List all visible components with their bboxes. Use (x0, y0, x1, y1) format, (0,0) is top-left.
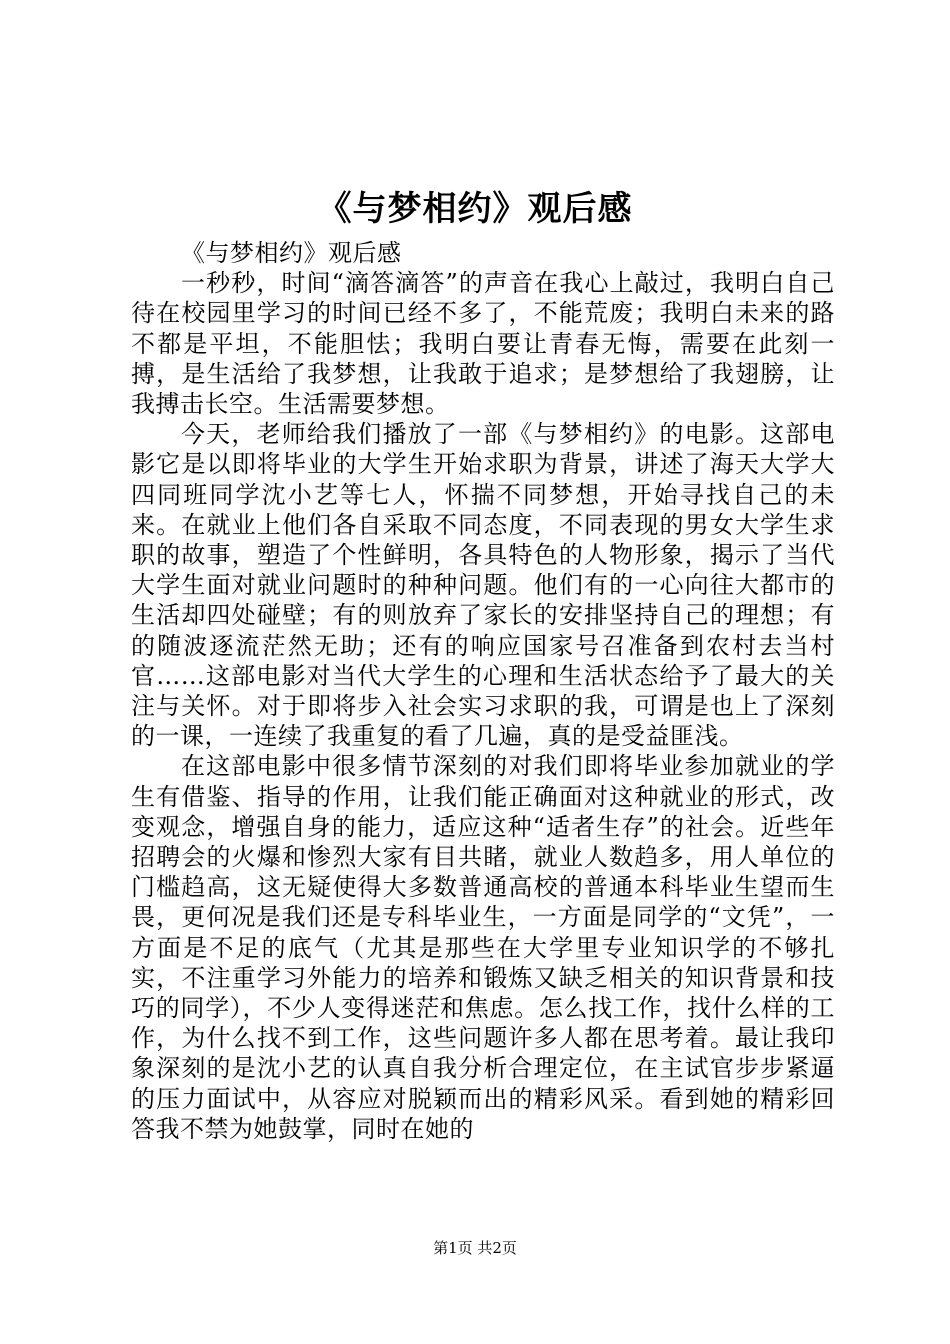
document-body (131, 238, 835, 1144)
page-title: 《与梦相约》观后感 (317, 189, 633, 229)
paragraph-subtitle: 《与梦相约》观后感 (181, 239, 402, 267)
paragraph-1: 一秒秒，时间“滴答滴答”的声音在我心上敲过，我明白自己待在校园里学习的时间已经不多了，不能荒废；我明白未来的路不都是平坦，不能胆怯；我明白要让青春无悔，需要在此刻一搏，是生活给了我梦想，让我敢于追求；是梦想给了我翅膀，让我搏击长空。生活需要梦想。 (131, 269, 835, 419)
paragraph-2: 今天，老师给我们播放了一部《与梦相约》的电影。这部电影它是以即将毕业的大学生开始求职为背景，讲述了海天大学大四同班同学沈小艺等七人，怀揣不同梦想，开始寻找自己的未来。在就业上他们各自采取不同态度，不同表现的男女大学生求职的故事，塑造了个性鲜明，各具特色的人物形象，揭示了当代大学生面对就业问题时的种种问题。他们有的一心向往大都市的生活却四处碰壁；有的则放弃了家长的安排坚持自己的理想；有的随波逐流茫然无助；还有的响应国家号召准备到农村去当村官……这部电影对当代大学生的心理和生活状态给予了最大的关注与关怀。对于即将步入社会实习求职的我，可谓是也上了深刻的一课，一连续了我重复的看了几遍，真的是受益匪浅。 (131, 420, 835, 751)
paragraph-3: 在这部电影中很多情节深刻的对我们即将毕业参加就业的学生有借鉴、指导的作用，让我们能正确面对这种就业的形式，改变观念，增强自身的能力，适应这种“适者生存”的社会。近些年招聘会的火爆和惨烈大家有目共睹，就业人数趋多，用人单位的门槛趋高，这无疑使得大多数普通高校的普通本科毕业生望而生畏，更何况是我们还是专科毕业生，一方面是同学的“文凭”，一方面是不足的底气（尤其是那些在大学里专业知识学的不够扎实，不注重学习外能力的培养和锻炼又缺乏相关的知识背景和技巧的同学），不少人变得迷茫和焦虑。怎么找工作，找什么样的工作，为什么找不到工作，这些问题许多人都在思考着。最让我印象深刻的是沈小艺的认真自我分析合理定位，在主试官步步紧逼的压力面试中，从容应对脱颖而出的精彩风采。看到她的精彩回答我不禁为她鼓掌，同时在她的 (131, 752, 835, 1143)
page-footer: 第1页 共2页 (433, 1239, 517, 1257)
